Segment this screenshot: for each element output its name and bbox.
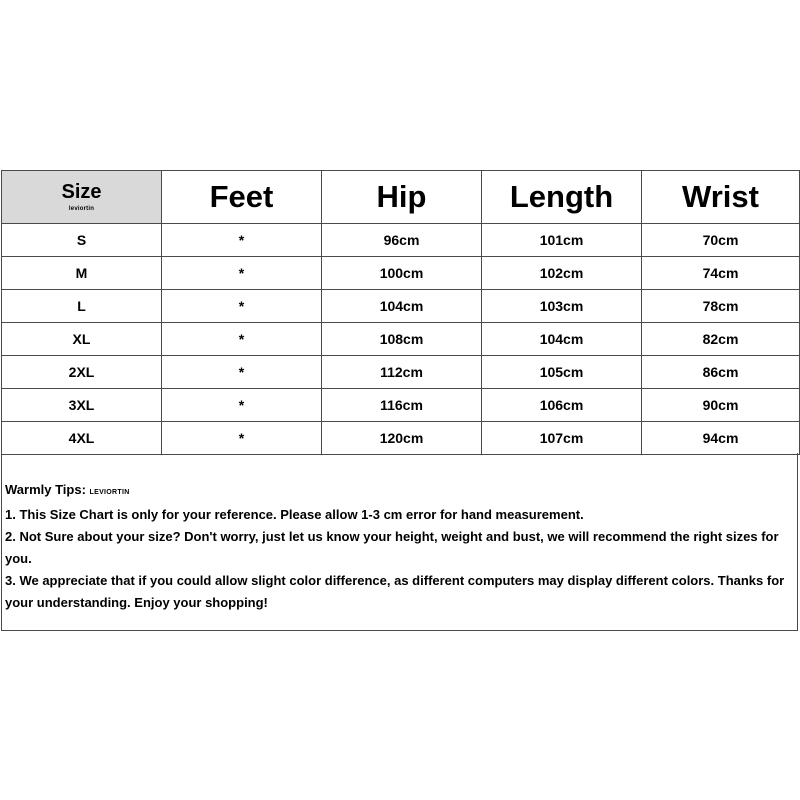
tip-line: 1. This Size Chart is only for your reference. Please allow 1-3 cm error for hand measurement. xyxy=(5,507,584,522)
cell-feet: * xyxy=(162,224,322,257)
size-chart-table xyxy=(1,170,800,455)
header-hip: Hip xyxy=(322,171,482,224)
cell-hip: 96cm xyxy=(322,224,482,257)
tip-line: 2. Not Sure about your size? Don't worry, just let us know your height, weight and bust, we will recommend the right sizes for you. xyxy=(5,529,779,566)
cell-hip: 108cm xyxy=(322,323,482,356)
cell-size: 4XL xyxy=(2,422,162,455)
tips-heading xyxy=(5,479,795,504)
table-row xyxy=(2,224,800,257)
table-row xyxy=(2,257,800,290)
tip-line: 3. We appreciate that if you could allow slight color difference, as different computers may display different colors. Thanks for your understanding. Enjoy your shopping! xyxy=(5,573,785,610)
cell-length: 101cm xyxy=(482,224,642,257)
cell-wrist: 90cm xyxy=(642,389,800,422)
cell-wrist: 94cm xyxy=(642,422,800,455)
header-feet: Feet xyxy=(162,171,322,224)
cell-feet: * xyxy=(162,323,322,356)
cell-size: M xyxy=(2,257,162,290)
cell-wrist: 74cm xyxy=(642,257,800,290)
cell-length: 105cm xyxy=(482,356,642,389)
cell-wrist: 78cm xyxy=(642,290,800,323)
cell-length: 104cm xyxy=(482,323,642,356)
cell-size: S xyxy=(2,224,162,257)
cell-size: 3XL xyxy=(2,389,162,422)
cell-length: 107cm xyxy=(482,422,642,455)
header-wrist: Wrist xyxy=(642,171,800,224)
cell-wrist: 70cm xyxy=(642,224,800,257)
cell-size: L xyxy=(2,290,162,323)
cell-hip: 104cm xyxy=(322,290,482,323)
cell-feet: * xyxy=(162,356,322,389)
header-length: Length xyxy=(482,171,642,224)
table-header-row xyxy=(2,171,800,224)
tips-brand: LEVIORTIN xyxy=(89,489,130,496)
cell-feet: * xyxy=(162,422,322,455)
cell-length: 106cm xyxy=(482,389,642,422)
cell-size: 2XL xyxy=(2,356,162,389)
header-brand-label: leviortin xyxy=(68,206,95,212)
cell-length: 102cm xyxy=(482,257,642,290)
tips-title: Warmly Tips: xyxy=(5,482,86,497)
table-row xyxy=(2,290,800,323)
table-row xyxy=(2,422,800,455)
cell-feet: * xyxy=(162,290,322,323)
cell-size: XL xyxy=(2,323,162,356)
cell-length: 103cm xyxy=(482,290,642,323)
cell-hip: 112cm xyxy=(322,356,482,389)
cell-hip: 116cm xyxy=(322,389,482,422)
header-size xyxy=(2,171,162,224)
tips-section xyxy=(1,453,798,631)
cell-wrist: 82cm xyxy=(642,323,800,356)
cell-hip: 120cm xyxy=(322,422,482,455)
cell-feet: * xyxy=(162,389,322,422)
cell-feet: * xyxy=(162,257,322,290)
table-row xyxy=(2,389,800,422)
cell-wrist: 86cm xyxy=(642,356,800,389)
header-size-label: Size xyxy=(61,181,102,203)
table-row xyxy=(2,323,800,356)
table-row xyxy=(2,356,800,389)
cell-hip: 100cm xyxy=(322,257,482,290)
